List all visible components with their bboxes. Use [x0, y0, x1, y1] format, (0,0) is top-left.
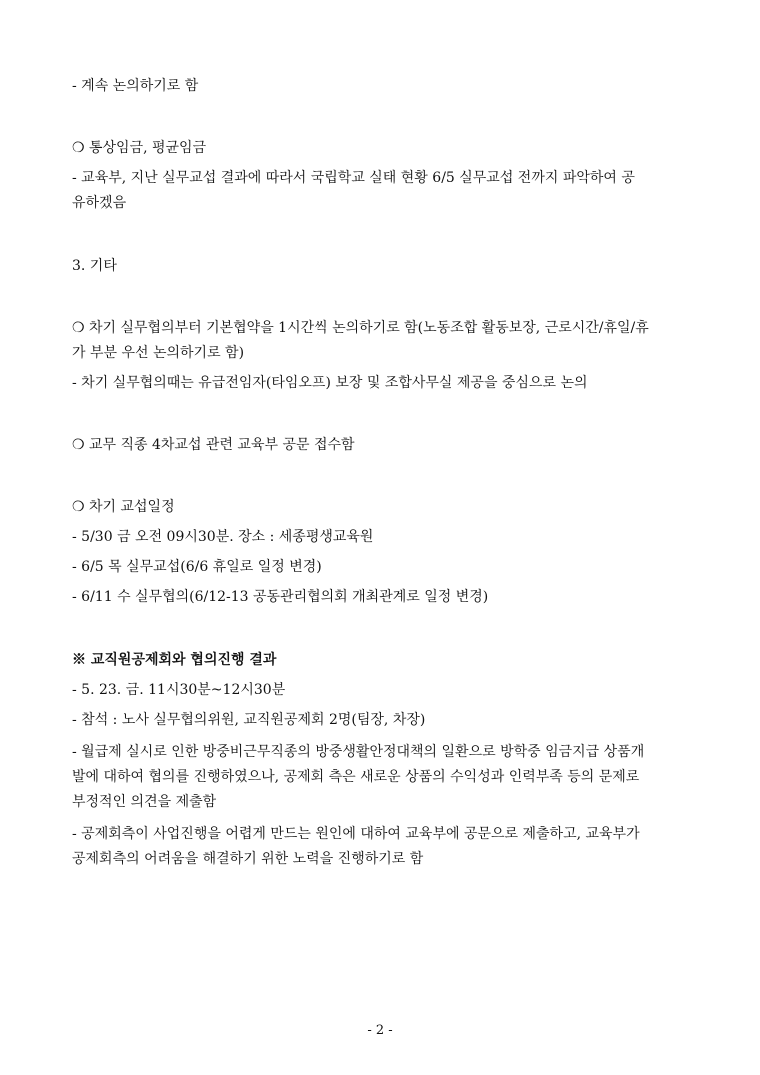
text-line-continue-discussion: - 계속 논의하기로 함	[72, 78, 199, 94]
bullet-next-meeting-agreement-cont: 가 부분 우선 논의하기로 함)	[72, 345, 245, 361]
bullet-ministry-document: ❍ 교무 직종 4차교섭 관련 교육부 공문 접수함	[72, 437, 355, 453]
schedule-item-1: - 5/30 금 오전 09시30분. 장소 : 세종평생교육원	[72, 529, 374, 545]
text-line-time-off: - 차기 실무협의때는 유급전임자(타임오프) 보장 및 조합사무실 제공을 중심으로 논의	[72, 375, 588, 391]
bullet-next-meeting-agreement: ❍ 차기 실무협의부터 기본협약을 1시간씩 논의하기로 함(노동조합 활동보장, 근로시간/휴일/휴	[72, 320, 649, 336]
mutual-aid-detail-cont-1: 발에 대하여 협의를 진행하였으나, 공제회 측은 새로운 상품의 수익성과 인력부족 등의 문제로	[72, 769, 640, 785]
mutual-aid-attendees: - 참석 : 노사 실무협의위원, 교직원공제회 2명(팀장, 차장)	[72, 712, 426, 728]
text-line-ministry-survey-cont: 유하겠음	[72, 195, 127, 211]
mutual-aid-followup: - 공제회측이 사업진행을 어렵게 만드는 원인에 대하여 교육부에 공문으로 제출하고, 교육부가	[72, 826, 640, 842]
schedule-item-2: - 6/5 목 실무교섭(6/6 휴일로 일정 변경)	[72, 559, 322, 575]
mutual-aid-followup-cont: 공제회측의 어려움을 해결하기 위한 노력을 진행하기로 함	[72, 851, 424, 867]
section-heading-other: 3. 기타	[72, 258, 117, 274]
mutual-aid-detail-cont-2: 부정적인 의견을 제출함	[72, 794, 217, 810]
page-number: - 2 -	[367, 1023, 393, 1038]
bullet-ordinary-wage: ❍ 통상임금, 평균임금	[72, 140, 207, 156]
mutual-aid-date: - 5. 23. 금. 11시30분~12시30분	[72, 682, 286, 698]
section-heading-mutual-aid: ※ 교직원공제회와 협의진행 결과	[72, 652, 277, 668]
mutual-aid-detail: - 월급제 실시로 인한 방중비근무직종의 방중생활안정대책의 일환으로 방학중 임금지급 상품개	[72, 744, 645, 760]
text-line-ministry-survey: - 교육부, 지난 실무교섭 결과에 따라서 국립학교 실태 현황 6/5 실무교섭 전까지 파악하여 공	[72, 170, 635, 186]
schedule-item-3: - 6/11 수 실무협의(6/12-13 공동관리협의회 개최관계로 일정 변경)	[72, 589, 489, 605]
bullet-next-schedule: ❍ 차기 교섭일정	[72, 499, 175, 515]
